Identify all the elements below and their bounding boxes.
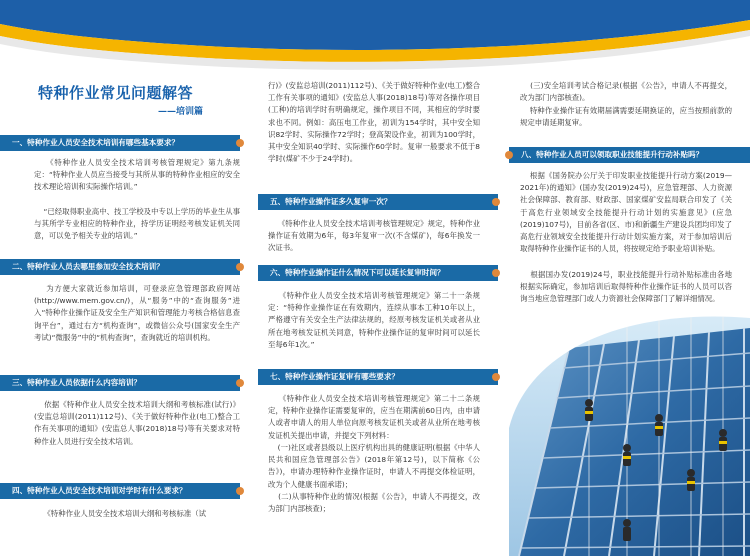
section-dot-8	[505, 151, 513, 159]
section-1-paragraph-1: 《特种作业人员安全技术培训考核管理规定》第九条规定：“特种作业人员应当接受与其所从事的特种作业相应的安全技术理论培训和实际操作培训。”	[34, 158, 240, 192]
section-4-paragraph-continued: 行)》(安监总培训(2011)112号)、《关于做好特种作业(电工)整合工作有关事项的通知》(安监总人事(2018)18号)等对各操作项目(工种)的培训学时有明确规定，操作项目不同，其相应的学时要求也不同。例如：高压电工作业，初训为154学时，其中安全知识82学时、实际操作72学时；登高架设作业，初训为100学时，其中安全知识40学时、实际操作60学时。复审一般要求不低于8学时(煤矿不少于24学时)。	[268, 81, 480, 164]
section-dot-6	[492, 269, 500, 277]
section-dot-7	[492, 373, 500, 381]
section-4-paragraph-1: 《特种作业人员安全技术培训大纲和考核标准（试	[34, 509, 207, 518]
section-heading-6: 六、特种作业操作证什么情况下可以延长复审时间？	[258, 265, 498, 281]
section-dot-5	[492, 198, 500, 206]
section-2-paragraph-1: 为方便大家就近参加培训，可登录应急管理部政府网站(http://www.mem.gov.cn/)，从“服务”中的“查询服务”进入“特种作业操作证及安全生产知识和管理能力考核合格信息查询平台”，通过右方“机构查询”，或微信公众号(国家安全生产考试)“微服务”中的“机构查询”，查询就近的培训机构。	[34, 284, 240, 342]
section-6-paragraph-1: 《特种作业人员安全技术培训考核管理规定》第二十一条规定：“特种作业操作证在有效期内，连续从事本工种10年以上，严格遵守有关安全生产法律法规的，经原考核发证机关或者从业所在地考核发证机关同意，特种作业操作证的复审时间可以延长至每6年1次。”	[268, 291, 480, 349]
section-heading-2: 二、特种作业人员去哪里参加安全技术培训？	[0, 259, 240, 275]
section-dot-4	[236, 487, 244, 495]
section-heading-8: 八、特种作业人员可以领取职业技能提升行动补贴吗？	[509, 147, 750, 163]
page-title: 特种作业常见问题解答	[38, 84, 194, 102]
page-subtitle: ——培训篇	[158, 107, 204, 117]
section-8-paragraph-1: 根据《国务院办公厅关于印发职业技能提升行动方案(2019—2021年)的通知》(国办发(2019)24号)，应急管理部、人力资源社会保障部、教育部、财政部、国家煤矿安监局联合印发了《关于高危行业领域安全技能提升行动计划的实施意见》(应急(2019)107号)，目前各省(区、市)和新疆生产建设兵团均印发了高危行业领域安全技能提升行动计划实施方案，对于参加培训后取得特种作业操作证书的人员，将按规定给予职业培训补贴。	[520, 171, 732, 254]
header-swoosh-decoration	[0, 0, 750, 80]
section-7-paragraph-4: (三)安全培训考试合格记录(根据《公告》，申请人不再提交，改为部门内部核查)。	[520, 81, 733, 103]
section-7-paragraph-5: 特种作业操作证有效期届满需要延期换证的，应当按照前款的规定申请延期复审。	[520, 106, 732, 128]
section-7-paragraph-1: 《特种作业人员安全技术培训考核管理规定》第二十二条规定，特种作业操作证需要复审的，应当在期满前60日内，由申请人或者申请人的用人单位向原考核发证机关或者从业所在地考核发证机关提出申请，并提交下列材料：	[268, 394, 480, 440]
section-dot-1	[236, 139, 244, 147]
section-3-paragraph-1: 依据《特种作业人员安全技术培训大纲和考核标准(试行)》(安监总培训(2011)112号)、《关于做好特种作业(电工)整合工作有关事项的通知》(安监总人事(2018)18号)等有关要求对特种作业人员进行安全技术培训。	[34, 400, 240, 446]
window-cleaners-photo	[509, 308, 750, 556]
section-heading-7: 七、特种作业操作证复审有哪些要求？	[258, 369, 498, 385]
section-7-paragraph-3: (二)从事特种作业的情况(根据《公告》，申请人不再提交，改为部门内部核查)；	[268, 492, 481, 514]
section-7-paragraph-2: (一)社区或者县级以上医疗机构出具的健康证明(根据《中华人民共和国应急管理部公告》(2018年第12号)，以下简称《公告》)，申请办理特种作业操作证时，申请人不再提交体检证明，改为个人健康书面承诺)；	[268, 443, 480, 489]
section-5-paragraph-1: 《特种作业人员安全技术培训考核管理规定》规定，特种作业操作证有效期为6年，每3年复审一次(不含煤矿)，每6年换发一次证书。	[268, 219, 480, 253]
section-1-paragraph-2: “已经取得职业高中、技工学校及中专以上学历的毕业生从事与其所学专业相应的特种作业，持学历证明经考核发证机关同意，可以免予相关专业的培训。”	[34, 207, 240, 241]
section-heading-3: 三、特种作业人员依据什么内容培训？	[0, 375, 240, 391]
section-8-paragraph-2: 根据国办发(2019)24号，职业技能提升行动补贴标准由各地根据实际确定，参加培训后取得特种作业操作证书的人员可以咨询当地应急管理部门或人力资源社会保障部门了解详细情况。	[520, 270, 732, 304]
section-heading-5: 五、特种作业操作证多久复审一次？	[258, 194, 498, 210]
section-dot-2	[236, 263, 244, 271]
section-heading-4: 四、特种作业人员安全技术培训对学时有什么要求？	[0, 483, 240, 499]
section-dot-3	[236, 379, 244, 387]
section-heading-1: 一、特种作业人员安全技术培训有哪些基本要求？	[0, 135, 240, 151]
